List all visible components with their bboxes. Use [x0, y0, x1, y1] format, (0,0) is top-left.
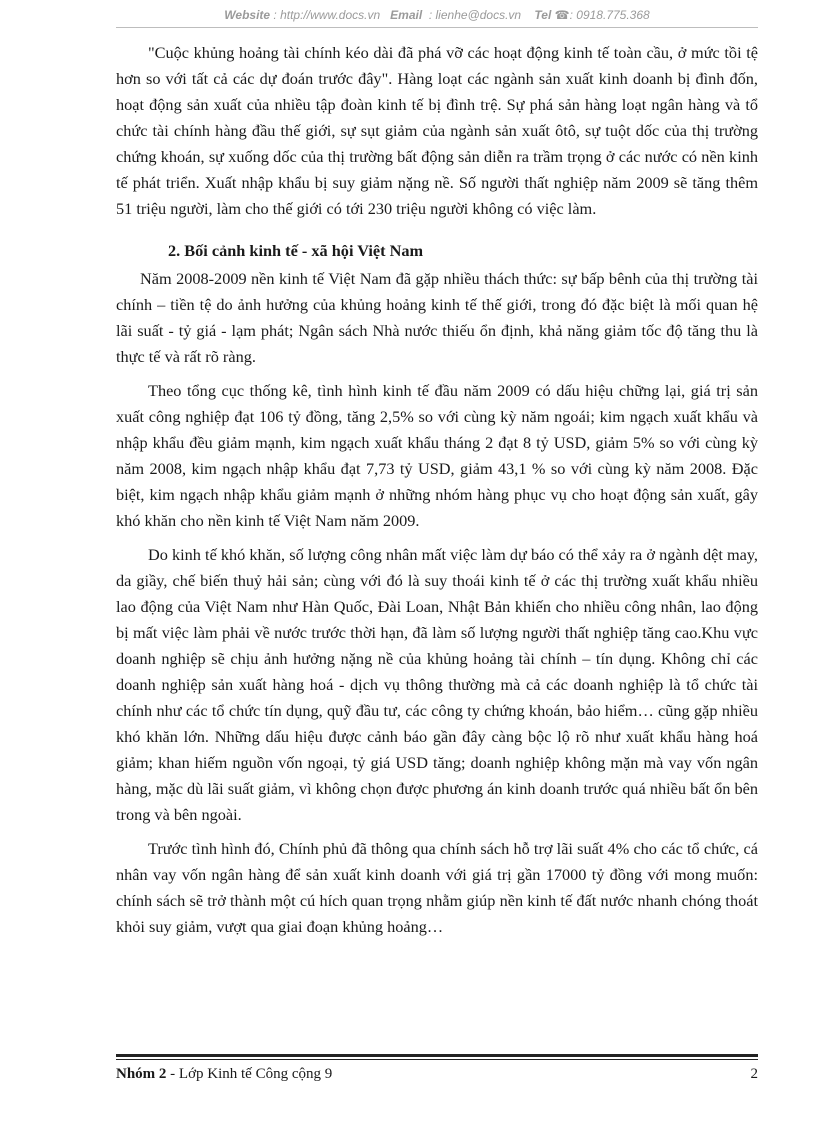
paragraph-statistics: Theo tổng cục thống kê, tình hình kinh tế đầu năm 2009 có dấu hiệu chững lại, giá trị sản xuất công nghiệp đạt 106 tỷ đồng, tăng 2,5% so với cùng kỳ năm ngoái; kim ngạch xuất khẩu và nhập khẩu đều giảm mạnh, kim ngạch xuất khẩu tháng 2 đạt 8 tỷ USD, giảm 5% so với cùng kỳ năm 2008, kim ngạch nhập khẩu đạt 7,73 tỷ USD, giảm 43,1 % so với cùng kỳ năm 2008. Đặc biệt, kim ngạch nhập khẩu giảm mạnh ở những nhóm hàng phục vụ cho hoạt động sản xuất, gây khó khăn cho nền kinh tế Việt Nam năm 2009.: [116, 381, 758, 530]
email-value[interactable]: : lienhe@docs.vn: [428, 8, 522, 22]
website-label: Website: [224, 8, 271, 22]
website-value[interactable]: : http://www.docs.vn: [273, 8, 381, 22]
paragraph-government-policy: Trước tình hình đó, Chính phủ đã thông qua chính sách hỗ trợ lãi suất 4% cho các tổ chức, cá nhân vay vốn ngân hàng để sản xuất kinh doanh với giá trị gần 17000 tỷ đồng với mong muốn: chính sách sẽ trở thành một cú hích quan trọng nhằm giúp nền kinh tế đất nước nhanh chóng thoát khỏi suy giảm, vượt qua giai đoạn khủng hoảng…: [116, 839, 758, 936]
email-label: Email: [390, 8, 423, 22]
footer-group-label: [116, 1066, 332, 1083]
header-divider: [116, 27, 758, 28]
paragraph-vietnam-challenges: Năm 2008-2009 nền kinh tế Việt Nam đã gặp nhiều thách thức: sự bấp bênh của thị trường tài chính – tiền tệ do ảnh hưởng của khủng hoảng kinh tế thế giới, trong đó đặc biệt là mối quan hệ lãi suất - tỷ giá - lạm phát; Ngân sách Nhà nước thiếu ổn định, khả năng giảm tốc độ tăng thu là thực tế và rất rõ ràng.: [116, 269, 758, 366]
page-number: 2: [750, 1066, 758, 1082]
paragraph-crisis-quote: "Cuộc khủng hoảng tài chính kéo dài đã phá vỡ các hoạt động kinh tế toàn cầu, ở mức tồi tệ hơn so với tất cả các dự đoán trước đây". Hàng loạt các ngành sản xuất kinh doanh bị đình đốn, hoạt động sản xuất của nhiều tập đoàn kinh tế bị đình trệ. Sự phá sản hàng loạt ngân hàng và tổ chức tài chính hàng đầu thế giới, sự sụt giảm của ngành sản xuất ôtô, sự tuột dốc của thị trường chứng khoán, sự xuống dốc của thị trường bất động sản diễn ra trầm trọng ở các nước có nền kinh tế phát triển. Xuất nhập khẩu bị suy giảm nặng nề. Số người thất nghiệp năm 2009 sẽ tăng thêm 51 triệu người, làm cho thế giới có tới 230 triệu người không có việc làm.: [116, 43, 758, 218]
tel-value: ☎: 0918.775.368: [554, 8, 650, 22]
paragraph-unemployment: Do kinh tế khó khăn, số lượng công nhân mất việc làm dự báo có thể xảy ra ở ngành dệt may, da giầy, chế biến thuỷ hải sản; cùng với đó là suy thoái kinh tế ở các thị trường xuất khẩu nhiều lao động của Việt Nam như Hàn Quốc, Đài Loan, Nhật Bản khiến cho nhiều công nhân, lao động bị mất việc làm phải về nước trước thời hạn, đã làm số lượng người thất nghiệp tăng cao.Khu vực doanh nghiệp sẽ chịu ảnh hưởng nặng nề của khủng hoảng tài chính – tín dụng. Không chỉ các doanh nghiệp sản xuất hàng hoá - dịch vụ thông thường mà cả các doanh nghiệp là tổ chức tài chính như các tổ chức tín dụng, quỹ đầu tư, các công ty chứng khoán, bảo hiểm… cũng gặp nhiều khó khăn lớn. Những dấu hiệu được cảnh báo gần đây càng bộc lộ rõ như xuất khẩu hàng hoá giảm; khan hiếm nguồn vốn ngoại, tỷ giá USD tăng; doanh nghiệp không mặn mà vay vốn ngân hàng, mặc dù lãi suất giảm, vì không chọn được phương án kinh doanh trước quá nhiều bất ổn bên trong và bên ngoài.: [116, 545, 758, 824]
footer-group: Nhóm 2: [116, 1066, 167, 1082]
tel-label: Tel: [534, 8, 552, 22]
page-footer: [116, 1066, 758, 1083]
footer-divider-thick: [116, 1054, 758, 1057]
document-body: [116, 40, 758, 940]
footer-class: - Lớp Kinh tế Công cộng 9: [166, 1066, 333, 1082]
footer-divider-thin: [116, 1059, 758, 1060]
section-heading: 2. Bối cảnh kinh tế - xã hội Việt Nam: [168, 241, 424, 260]
page-header: [116, 8, 758, 22]
